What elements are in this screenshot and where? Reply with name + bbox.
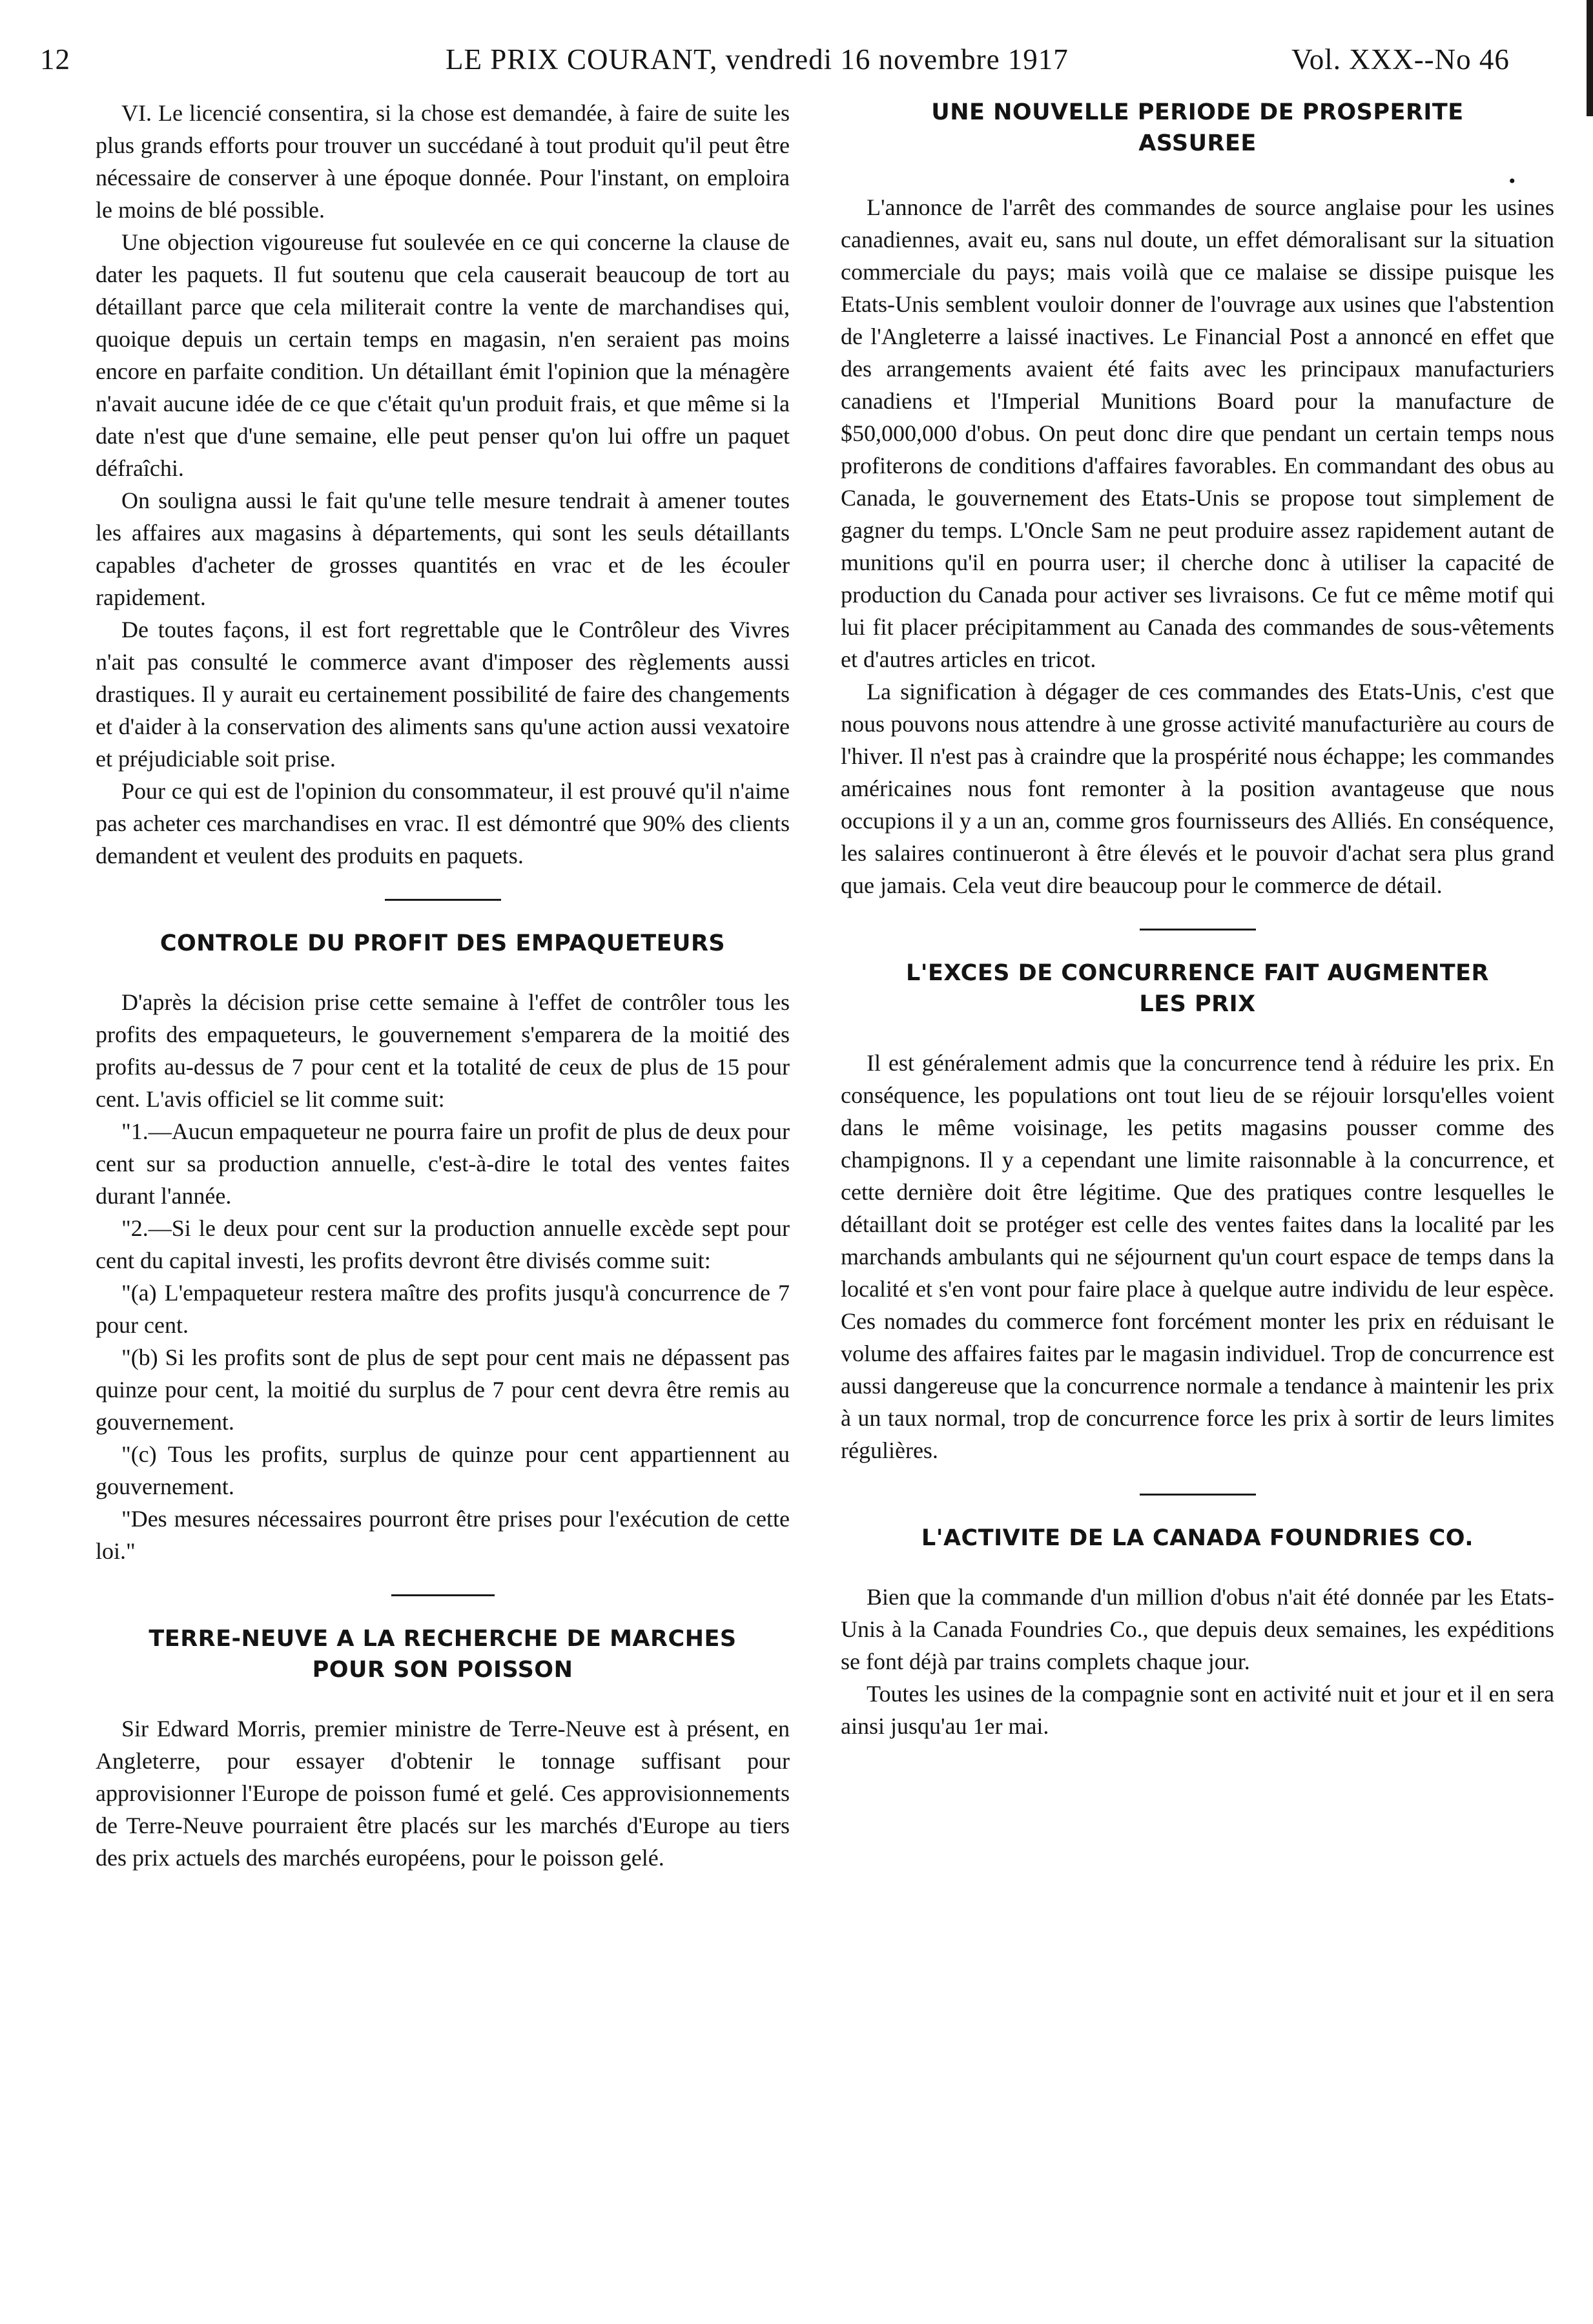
- paragraph: "(b) Si les profits sont de plus de sept pour cent mais ne dépassent pas quinze pour cent, la moitié du surplus de 7 pour cent devra être remis au gouvernement.: [96, 1344, 790, 1435]
- paragraph: Il est généralement admis que la concurrence tend à réduire les prix. En conséquence, les populations ont tout lieu de se réjouir lorsqu'elles voient dans le même voisinage, les petits magasins pousser comme des champignons. Il y a cependant une limite raisonnable à la concurrence, et cette dernière doit être légitime. Que des pratiques contre lesquelles le détaillant doit se protéger est celle des ventes faites dans la localité par les marchands ambulants qui ne séjournent qu'un court espace de temps dans la localité et s'en vont pour faire place à quelque autre individu de leur espèce. Ces nomades du commerce font forcément monter les prix en réduisant le volume des affaires faites par le magasin individuel. Trop de concurrence est aussi dangereuse que la concurrence normale a tendance à maintenir les prix à un taux normal, trop de concurrence force les prix à sortir de leurs limites régulières.: [841, 1050, 1554, 1463]
- article-terre-neuve: [96, 1623, 790, 1874]
- paragraph: "1.—Aucun empaqueteur ne pourra faire un profit de plus de deux pour cent sur sa production annuelle, c'est-à-dire le total des ventes faites durant l'année.: [96, 1118, 790, 1209]
- paragraph: La signification à dégager de ces commandes des Etats-Unis, c'est que nous pouvons nous attendre à une grosse activité manufacturière au cours de l'hiver. Il n'est pas à craindre que la prospérité nous échappe; les commandes américaines nous font remonter à la position avantageuse que nous occupions il y a un an, comme gros fournisseurs des Alliés. En conséquence, les salaires continueront à être élevés et le pouvoir d'achat sera plus grand que jamais. Cela veut dire beaucoup pour le commerce de détail.: [841, 679, 1554, 898]
- paragraph: Pour ce qui est de l'opinion du consommateur, il est prouvé qu'il n'aime pas acheter ces marchandises en vrac. Il est démontré que 90% des clients demandent et veulent des produits en paquets.: [96, 778, 790, 869]
- paragraph: L'annonce de l'arrêt des commandes de source anglaise pour les usines canadiennes, avait eu, sans nul doute, un effet démoralisant sur la situation commerciale du pays; mais voilà que ce malaise se dissipe puisque les Etats-Unis semblent vouloir donner de l'ouvrage aux usines que l'abstention de l'Angleterre a laissé inactives. Le Financial Post a annoncé en effet que des arrangements avaient été faits avec les principaux manufacturiers canadiens et l'Imperial Munitions Board pour la manufacture de $50,000,000 d'obus. On peut donc dire que pendant un certain temps nous profiterons de conditions d'affaires favorables. En commandant des obus au Canada, le gouvernement des Etats-Unis se propose tout simplement de gagner du temps. L'Oncle Sam ne peut produire assez rapidement autant de munitions qu'il en pourra user; il cherche donc à utiliser la capacité de production du Canada pour activer ses livraisons. Ce fut ce même motif qui lui fit placer précipitamment au Canada des commandes de sous-vêtements et d'autres articles en tricot.: [841, 194, 1554, 672]
- article-heading: [841, 97, 1554, 159]
- article-heading: CONTROLE DU PROFIT DES EMPAQUETEURS: [159, 931, 726, 956]
- article-heading: L'ACTIVITE DE LA CANADA FOUNDRIES CO.: [921, 1525, 1474, 1551]
- article-prosperite: [841, 97, 1554, 901]
- page-header: [0, 43, 1593, 88]
- heading-line: ASSUREE: [1138, 130, 1257, 156]
- paragraph: Bien que la commande d'un million d'obus n'ait été donnée par les Etats-Unis à la Canada Foundries Co., que depuis deux semaines, les expéditions se font déjà par trains complets chaque jour.: [841, 1584, 1554, 1674]
- paragraph: VI. Le licencié consentira, si la chose est demandée, à faire de suite les plus grands efforts pour trouver un succédané à tout produit qu'il peut être nécessaire de conserver à une époque donnée. Pour l'instant, on emploira le moins de blé possible.: [96, 100, 790, 223]
- bullet-mark: •: [1508, 170, 1516, 192]
- heading-line: POUR SON POISSON: [312, 1657, 573, 1683]
- heading-line: L'EXCES DE CONCURRENCE FAIT AUGMENTER: [905, 960, 1489, 986]
- left-column: [96, 97, 790, 1874]
- heading-line: LES PRIX: [1139, 991, 1256, 1017]
- heading-line: TERRE-NEUVE A LA RECHERCHE DE MARCHES: [149, 1626, 737, 1652]
- article-heading: [96, 1623, 790, 1685]
- article-exces-concurrence: [841, 958, 1554, 1466]
- paragraph: D'après la décision prise cette semaine à l'effet de contrôler tous les profits des empaqueteurs, le gouvernement s'emparera de la moitié des profits au-dessus de 7 pour cent et la totalité de ceux de plus de 15 pour cent. L'avis officiel se lit comme suit:: [96, 989, 790, 1112]
- paragraph: Sir Edward Morris, premier ministre de Terre-Neuve est à présent, en Angleterre, pour essayer d'obtenir le tonnage suffisant pour approvisionner l'Europe de poisson fumé et gelé. Ces approvisionnements de Terre-Neuve pourraient être placés sur les marchés d'Europe au tiers des prix actuels des marchés européens, pour le poisson gelé.: [96, 1716, 790, 1871]
- paragraph: "2.—Si le deux pour cent sur la production annuelle excède sept pour cent du capital investi, les profits devront être divisés comme suit:: [96, 1215, 790, 1273]
- page-number: 12: [40, 43, 70, 76]
- volume-number: Vol. XXX--No 46: [1291, 43, 1510, 76]
- paragraph: Toutes les usines de la compagnie sont en activité nuit et jour et il en sera ainsi jusqu'au 1er mai.: [841, 1681, 1554, 1739]
- article-canada-foundries: [841, 1523, 1554, 1742]
- paragraph: "Des mesures nécessaires pourront être prises pour l'exécution de cette loi.": [96, 1506, 790, 1564]
- paragraph: "(c) Tous les profits, surplus de quinze pour cent appartiennent au gouvernement.: [96, 1441, 790, 1499]
- heading-line: UNE NOUVELLE PERIODE DE PROSPERITE: [931, 99, 1464, 125]
- paragraph: De toutes façons, il est fort regrettable que le Contrôleur des Vivres n'ait pas consulté le commerce avant d'imposer des règlements aussi drastiques. Il y aurait eu certainement possibilité de faire des changements et d'aider à la conservation des aliments sans qu'une action aussi vexatoire et préjudiciable soit prise.: [96, 617, 790, 772]
- paragraph: Une objection vigoureuse fut soulevée en ce qui concerne la clause de dater les paquets. Il fut soutenu que cela causerait beaucoup de tort au détaillant parce que cela militerait contre la vente de marchandises qui, quoique depuis un certain temps en magasin, n'en seraient pas moins encore en parfaite condition. Un détaillant émit l'opinion que la ménagère n'avait aucune idée de ce que c'était qu'un produit frais, et que même si la date n'est que d'une semaine, elle peut penser qu'on lui offre un paquet défraîchi.: [96, 229, 790, 481]
- article-controle-profit: [96, 928, 790, 1567]
- paragraph: "(a) L'empaqueteur restera maître des profits jusqu'à concurrence de 7 pour cent.: [96, 1280, 790, 1338]
- intro-text: [96, 97, 790, 872]
- publication-title: LE PRIX COURANT, vendredi 16 novembre 1917: [446, 43, 1069, 76]
- right-column: [841, 97, 1554, 1742]
- paragraph: On souligna aussi le fait qu'une telle mesure tendrait à amener toutes les affaires aux magasins à départements, qui sont les seuls détaillants capables d'acheter de grosses quantités en vrac et de les écouler rapidement.: [96, 488, 790, 610]
- article-heading: [841, 958, 1554, 1020]
